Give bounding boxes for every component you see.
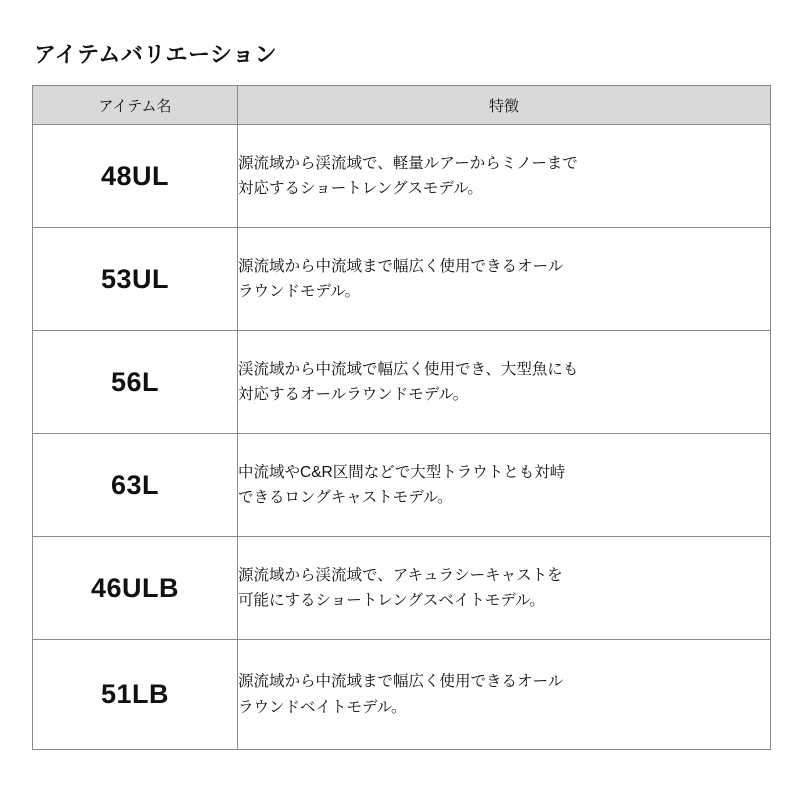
table-row xyxy=(33,331,771,434)
feature-line: 対応するオールラウンドモデル。 xyxy=(238,386,469,403)
feature-line: 対応するショートレングスモデル。 xyxy=(238,180,483,197)
table-header-row xyxy=(33,86,771,125)
feature-line: 源流域から中流域まで幅広く使用できるオール xyxy=(238,257,564,275)
item-name-cell: 53UL xyxy=(33,228,238,331)
table-body xyxy=(33,125,771,750)
feature-line: 源流域から中流域まで幅広く使用できるオール xyxy=(238,673,564,691)
item-feature-cell xyxy=(238,125,771,228)
page-title: アイテムバリエーション xyxy=(34,42,278,67)
item-name-cell: 48UL xyxy=(33,125,238,228)
item-variation-table xyxy=(32,85,771,750)
item-feature-cell xyxy=(238,537,771,640)
feature-line: 源流域から渓流域で、軽量ルアーからミノーまで xyxy=(238,154,578,172)
item-name-cell: 63L xyxy=(33,434,238,537)
feature-line: 中流域やC&R区間などで大型トラウトとも対峙 xyxy=(238,463,566,481)
table-row xyxy=(33,125,771,228)
column-header-feature: 特徴 xyxy=(238,86,771,125)
table-row xyxy=(33,640,771,750)
item-feature-cell xyxy=(238,331,771,434)
table-row xyxy=(33,434,771,537)
item-feature-cell xyxy=(238,434,771,537)
item-name-cell: 46ULB xyxy=(33,537,238,640)
feature-line: 可能にするショートレングスベイトモデル。 xyxy=(238,592,545,609)
feature-line: 渓流域から中流域で幅広く使用でき、大型魚にも xyxy=(238,360,579,378)
table-header xyxy=(33,86,771,125)
feature-line: ラウンドモデル。 xyxy=(238,283,360,300)
feature-line: できるロングキャストモデル。 xyxy=(238,489,453,506)
feature-line: ラウンドベイトモデル。 xyxy=(238,698,407,716)
item-feature-cell xyxy=(238,640,771,750)
item-name-cell: 51LB xyxy=(33,640,238,750)
item-name-cell: 56L xyxy=(33,331,238,434)
table-row xyxy=(33,228,771,331)
column-header-item-name: アイテム名 xyxy=(33,86,238,125)
feature-line: 源流域から渓流域で、アキュラシーキャストを xyxy=(238,566,563,584)
item-feature-cell xyxy=(238,228,771,331)
table-row xyxy=(33,537,771,640)
